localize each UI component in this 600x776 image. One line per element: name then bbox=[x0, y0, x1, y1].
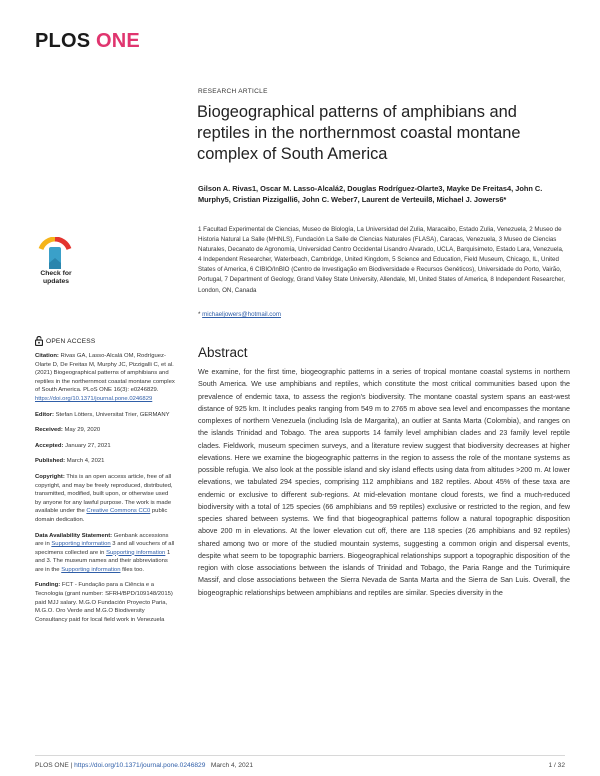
received-label: Received: bbox=[35, 427, 63, 434]
footer-divider bbox=[35, 755, 565, 756]
open-access bbox=[35, 336, 95, 346]
data-availability-label: Data Availability Statement: bbox=[35, 532, 113, 539]
supporting-info-link-1[interactable]: Supporting information bbox=[51, 541, 111, 548]
editor-block bbox=[35, 411, 175, 420]
author-names: Gilson A. Rivas1, Oscar M. Lasso-Alcalá2, Douglas Rodríguez-Olarte3, Mayke De Freitas4, John C. Murphy5, Cristian Pizzigalli6, John C. Weber7, Laurent de Verteuil8, Michael J. Jowers6* bbox=[198, 184, 543, 205]
accepted-label: Accepted: bbox=[35, 442, 64, 449]
editor-label: Editor: bbox=[35, 411, 54, 418]
copyright-label: Copyright: bbox=[35, 473, 65, 480]
data-availability-block bbox=[35, 532, 175, 575]
supporting-info-link-2[interactable]: Supporting information bbox=[106, 549, 166, 556]
citation-block bbox=[35, 352, 175, 404]
data-text-1: Genbank accessions are in bbox=[35, 532, 169, 548]
footer-doi-link[interactable]: https://doi.org/10.1371/journal.pone.0246829 bbox=[74, 762, 206, 769]
journal-logo bbox=[35, 30, 140, 53]
abstract-body: We examine, for the first time, biogeographic patterns in a series of tropical montane coastal systems in northern South America. We use amphibians and reptiles, which constitute the most critical communities based upon the prevalence of endemic taxa, to assess the region's biodiversity. The montane coastal system spans an east-west distance of 925 km. It includes peaks ranging from 549 m to 2765 m above sea level and encompasses the montane complexes of northern Venezuela (including Isla de Margarita), an outlier at Santa Marta (Colombia), and ranges on the islands Trinidad and Tobago. The area supports 14 family level amphibian clades and 23 family level reptile clades. Fieldwork, museum specimen surveys, and a literature review suggest that biodiversity decreases at higher elevations. Here we examine the biogeographic patterns in the region to assess the role of the montane systems as possible refugia. We also look at the possible island and sky island effects using data from altitudes >200 m. At lower elevations, we tabulated 294 species, comprising 112 amphibians and 182 reptiles. About 45% of these taxa are endemic or exclusive to different sub-regions. At mid-elevation montane cloud forests, we find a much-reduced biodiversity with a total of 125 species (66 amphibians and 59 reptiles) exclusive or restricted to the region, and few species shared between systems. We find that biogeographical patterns follow a natural topographic disposition above 200 m in elevations. At the lower elevation cut off, there are 118 species (26 amphibians and 92 reptiles) shared among two or more of the studied mountain systems, suggesting a common origin and dispersal events, despite what seem to be topographic barriers. Biogeographical relationships support a topographic disposition of the region with close associations between the islands of Trinidad and Tobago, the Paria Range and the Turimiquire Massif, and close associations between the Sierra Nevada de Santa Marta and the Sierra de San Luis. Overall, the biogeographic relationships between amphibians and reptiles are similar. Species diversity in the bbox=[198, 368, 570, 597]
affiliations: 1 Facultad Experimental de Ciencias, Museo de Biología, La Universidad del Zulia, Maracaibo, Estado Zulia, Venezuela, 2 Museo de Historia Natural La Salle (MHNLS), Fundación La Salle de Ciencias Naturales (FLASA), Caracas, Venezuela, 3 Museo de Ciencias Naturales, Decanato de Agronomía, Universidad Centro Occidental Lisandro Alvarado, UCLA, Barquisimeto, Estado Lara, Venezuela, 4 Independent Researcher, Waterbeach, Cambridge, United Kingdom, 5 Science and Education, Field Museum, Chicago, IL, United States of America, 6 CIBIO/InBIO (Centro de Investigação em Biodiversidade e Recursos Genéticos), Universidade do Porto, Vairão, Portugal, 7 Department of Geology, Grand Valley State University, Allendale, MI, United States of America, 8 Independent Researcher, London, ON, Canada bbox=[198, 226, 565, 294]
email-prefix: * bbox=[198, 311, 203, 318]
editor-text: Stefan Lötters, Universitat Trier, GERMANY bbox=[53, 411, 170, 418]
article-title: Biogeographical patterns of amphibians and reptiles in the northernmost coastal montane complex of South America bbox=[197, 103, 521, 163]
open-access-label: OPEN ACCESS bbox=[46, 337, 96, 345]
data-text-4: files too. bbox=[120, 566, 145, 573]
check-for-updates-label bbox=[35, 270, 77, 286]
citation-text: Rivas GA, Lasso-Alcalá OM, Rodríguez-Olarte D, De Freitas M, Murphy JC, Pizzigalli C, et al. (2021) Biogeographical patterns of amphibians and reptiles in the northernmost coastal montane complex of South America. PLoS ONE 16(3): e0246829. bbox=[35, 353, 175, 394]
copyright-tail: public domain dedication. bbox=[35, 508, 168, 523]
published-block bbox=[35, 457, 175, 466]
copyright-block bbox=[35, 473, 175, 525]
logo-one: ONE bbox=[96, 30, 140, 52]
article-sidebar bbox=[35, 352, 175, 631]
citation-doi-link[interactable]: https://doi.org/10.1371/journal.pone.0246829 bbox=[35, 395, 153, 402]
footer-date: March 4, 2021 bbox=[210, 762, 254, 769]
accepted-block bbox=[35, 442, 175, 451]
abstract-heading: Abstract bbox=[198, 345, 248, 360]
crossmark-icon bbox=[32, 237, 78, 271]
citation-label: Citation: bbox=[35, 353, 59, 359]
email-link[interactable]: michaeljowers@hotmail.com bbox=[202, 311, 281, 318]
cc0-link[interactable]: Creative Commons CC0 bbox=[86, 508, 151, 515]
published-date: March 4, 2021 bbox=[65, 458, 105, 465]
open-lock-icon bbox=[35, 336, 43, 346]
footer-journal: PLOS ONE bbox=[35, 762, 69, 769]
updates-line1: Check for bbox=[40, 270, 72, 277]
logo-plos: PLOS bbox=[35, 30, 91, 52]
author-list bbox=[198, 183, 566, 205]
page-number: 1 / 32 bbox=[548, 762, 565, 769]
supporting-info-link-3[interactable]: Supporting information bbox=[61, 566, 121, 573]
received-block bbox=[35, 426, 175, 435]
funding-text: FCT - Fundação para a Ciência e a Tecnologia (grant number: SFRH/BPD/109148/2015) paid MJJ salary. M.G.O Fundación Proyecto Paria, M.G.O. Oro Verde and M.G.O Biodiversity Consultancy paid for local field work in Venezuela bbox=[35, 582, 173, 623]
published-label: Published: bbox=[35, 458, 66, 465]
data-text-2: 3 and all vouchers of all specimens collected are in bbox=[35, 541, 175, 556]
copyright-text: This is an open access article, free of all copyright, and may be freely reproduced, distributed, transmitted, modified, built upon, or otherwise used by anyone for any lawful purpose. The work is made available under the bbox=[35, 473, 173, 515]
data-text-3: 1 and 3. The museum names and their abbreviations are in the bbox=[35, 549, 171, 573]
footer-separator: | bbox=[68, 762, 75, 769]
accepted-date: January 27, 2021 bbox=[63, 442, 111, 449]
received-date: May 29, 2020 bbox=[62, 427, 101, 434]
updates-line2: updates bbox=[42, 278, 70, 285]
funding-block bbox=[35, 581, 175, 624]
corresponding-email bbox=[198, 311, 281, 318]
article-type: RESEARCH ARTICLE bbox=[198, 88, 268, 95]
page-footer bbox=[35, 762, 565, 769]
funding-label: Funding: bbox=[35, 582, 61, 589]
